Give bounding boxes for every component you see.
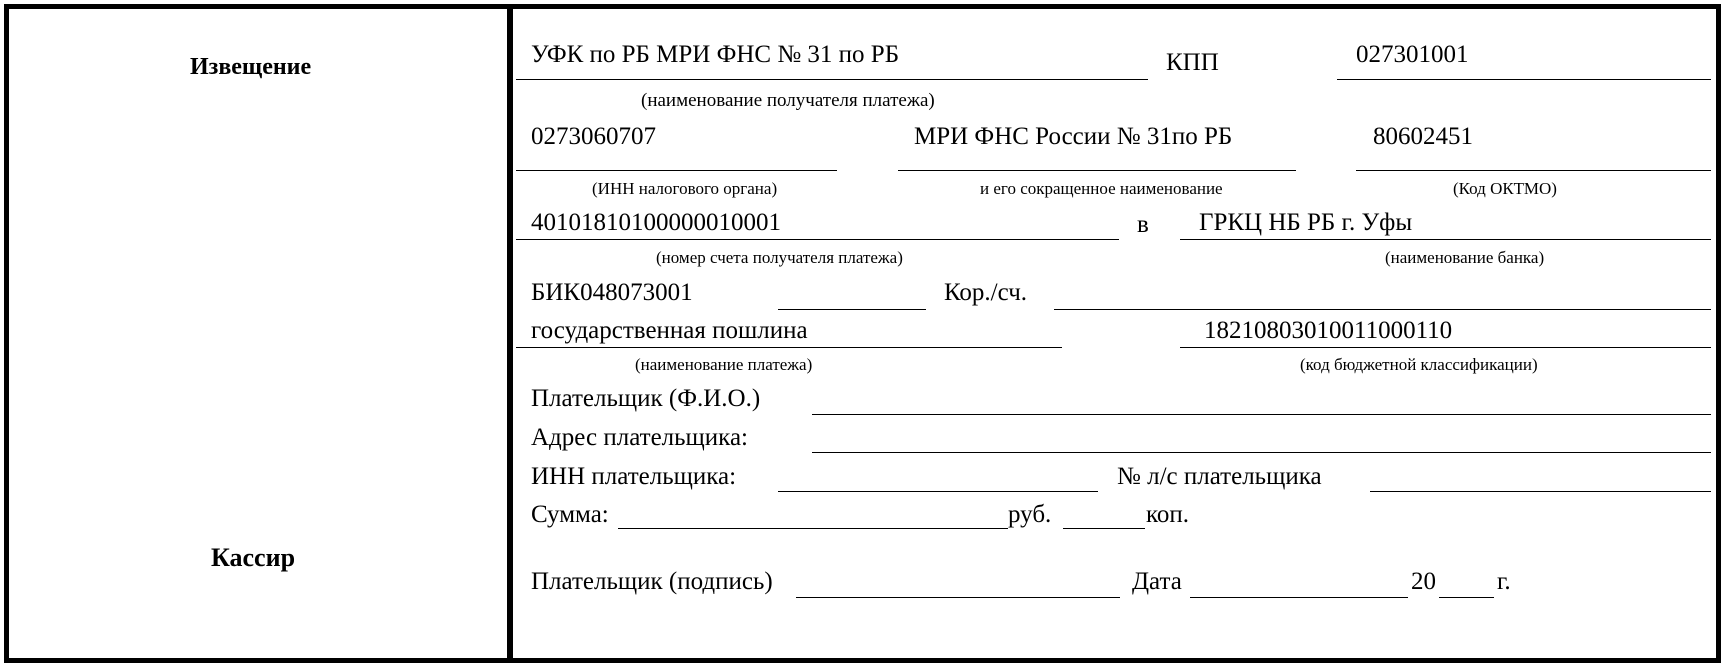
notice-title: Извещение [190, 54, 312, 80]
payer-account-line[interactable] [1370, 491, 1711, 492]
kbk-line [1180, 347, 1711, 348]
tax-org-inn: 0273060707 [531, 123, 656, 150]
tax-org-inn-line [516, 170, 837, 171]
recipient-name-caption: (наименование получателя платежа) [641, 90, 935, 111]
sum-label: Сумма: [531, 501, 609, 528]
bank-name-line [1180, 239, 1711, 240]
tax-org-short-name-line [898, 170, 1296, 171]
recipient-name: УФК по РБ МРИ ФНС № 31 по РБ [531, 41, 900, 68]
payer-fio-label: Плательщик (Ф.И.О.) [531, 385, 761, 412]
year-line[interactable] [1439, 597, 1494, 598]
payer-account-label: № л/с плательщика [1117, 463, 1322, 490]
payer-address-label: Адрес плательщика: [531, 424, 748, 451]
signature-line[interactable] [796, 597, 1120, 598]
kbk-caption: (код бюджетной классификации) [1300, 355, 1538, 374]
payer-inn-label: ИНН плательщика: [531, 463, 737, 490]
bik-blank-line [778, 309, 926, 310]
sum-rub-line[interactable] [618, 528, 1008, 529]
kpp-value: 027301001 [1356, 41, 1469, 68]
year-suffix: г. [1497, 568, 1511, 595]
account-number-caption: (номер счета получателя платежа) [656, 248, 903, 267]
payer-inn-line[interactable] [778, 491, 1098, 492]
payment-name-caption: (наименование платежа) [635, 355, 813, 374]
recipient-name-line [516, 79, 1148, 80]
kpp-line [1337, 79, 1711, 80]
kop-label: коп. [1146, 501, 1190, 528]
kpp-label: КПП [1166, 49, 1219, 76]
payer-address-line[interactable] [812, 452, 1711, 453]
sum-kop-line[interactable] [1063, 528, 1145, 529]
kor-account-line [1054, 309, 1711, 310]
date-label: Дата [1132, 568, 1182, 595]
date-line[interactable] [1190, 597, 1408, 598]
signature-label: Плательщик (подпись) [531, 568, 773, 595]
bank-caption: (наименование банка) [1385, 248, 1545, 267]
payment-name-line [516, 347, 1062, 348]
cashier-label: Кассир [211, 543, 296, 572]
rub-label: руб. [1008, 501, 1052, 528]
payment-name: государственная пошлина [531, 317, 808, 344]
year-prefix: 20 [1411, 568, 1436, 595]
payer-fio-line[interactable] [812, 414, 1711, 415]
account-in-label: в [1137, 211, 1149, 238]
oktmo-line [1356, 170, 1711, 171]
bik-text: БИК048073001 [531, 279, 693, 306]
bank-name: ГРКЦ НБ РБ г. Уфы [1199, 209, 1413, 236]
kbk-value: 18210803010011000110 [1204, 317, 1453, 344]
tax-org-short-name: МРИ ФНС России № 31по РБ [914, 123, 1233, 150]
oktmo-value: 80602451 [1373, 123, 1473, 150]
oktmo-caption: (Код ОКТМО) [1453, 179, 1557, 198]
kor-account-label: Кор./сч. [944, 279, 1028, 306]
tax-org-inn-caption: (ИНН налогового органа) [592, 179, 778, 198]
column-divider [507, 4, 513, 663]
account-number: 40101810100000010001 [531, 209, 781, 236]
tax-org-short-name-caption: и его сокращенное наименование [980, 179, 1223, 198]
account-number-line [516, 239, 1119, 240]
